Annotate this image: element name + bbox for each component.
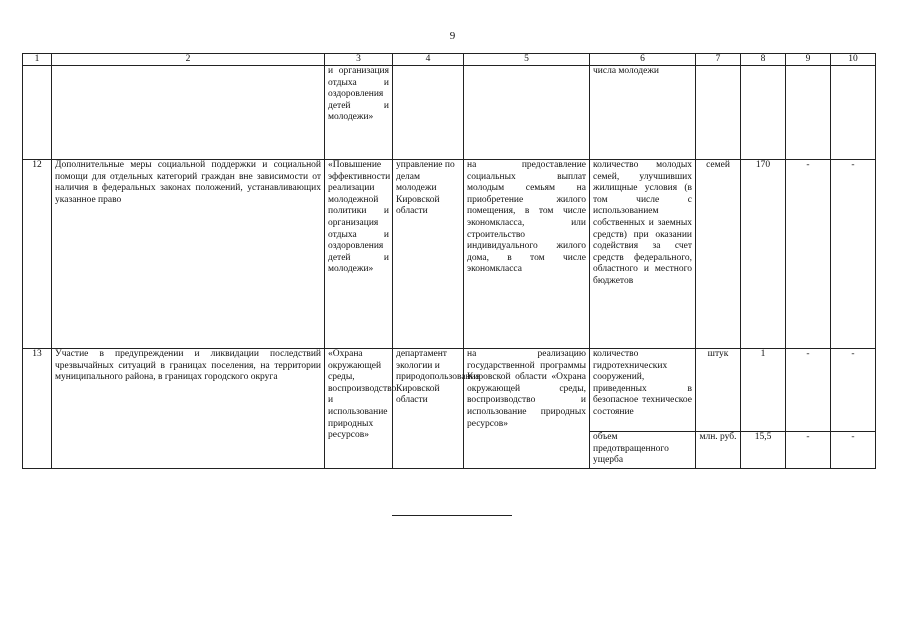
- table-row-12: [23, 160, 876, 349]
- table-cell: [831, 66, 876, 160]
- col10-cell: -: [831, 349, 876, 432]
- header-cell: 4: [393, 54, 464, 66]
- responsible-cell: управление по делам молодежи Кировской области: [393, 160, 464, 349]
- table-cell: [741, 66, 786, 160]
- header-cell: 10: [831, 54, 876, 66]
- indicator-cell: количество гидротехнических сооружений, приведенных в безопасное техническое состояние: [590, 349, 696, 432]
- page-number: 9: [449, 30, 456, 42]
- measure-name: Участие в предупреждении и ликвидации последствий чрезвычайных ситуаций в границах поселения, на территории муниципального района, в границах городского округа: [52, 349, 325, 469]
- unit-cell: млн. руб.: [696, 432, 741, 469]
- header-row: [23, 54, 876, 66]
- footer-rule: [392, 515, 512, 516]
- header-cell: 6: [590, 54, 696, 66]
- col9-cell: -: [786, 432, 831, 469]
- col10-cell: -: [831, 432, 876, 469]
- responsible-cell: департамент экологии и природопользования Кировской области: [393, 349, 464, 469]
- table-cell: [23, 66, 52, 160]
- header-cell: 5: [464, 54, 590, 66]
- row-number: 13: [23, 349, 52, 469]
- header-cell: 9: [786, 54, 831, 66]
- table-cell: [464, 66, 590, 160]
- header-cell: 3: [325, 54, 393, 66]
- purpose-cell: на реализацию государственной программы Кировской области «Охрана окружающей среды, воспроизводство и использование природных ресурсов»: [464, 349, 590, 469]
- row-number: 12: [23, 160, 52, 349]
- header-cell: 2: [52, 54, 325, 66]
- program-cell: «Повышение эффективности реализации молодежной политики и организация отдыха и оздоровления детей и молодежи»: [325, 160, 393, 349]
- value-cell: 15,5: [741, 432, 786, 469]
- purpose-cell: на предоставление социальных выплат молодым семьям на приобретение жилого помещения, в том числе экономкласса, или строительство индивидуального жилого дома, в том числе экономкласса: [464, 160, 590, 349]
- indicator-cell: объем предотвращенного ущерба: [590, 432, 696, 469]
- header-cell: 8: [741, 54, 786, 66]
- col10-cell: -: [831, 160, 876, 349]
- unit-cell: штук: [696, 349, 741, 432]
- indicator-cell: количество молодых семей, улучшивших жилищные условия (в том числе с использованием собственных и заемных средств) при оказании содействия за счет средств федерального, областного и местного бюджетов: [590, 160, 696, 349]
- col9-cell: -: [786, 160, 831, 349]
- table-cell: [786, 66, 831, 160]
- table-row-13: [23, 349, 876, 432]
- indicators-table: [22, 53, 876, 469]
- unit-cell: семей: [696, 160, 741, 349]
- value-cell: 1: [741, 349, 786, 432]
- indicator-cell: числа молодежи: [590, 66, 696, 160]
- table-cell: [52, 66, 325, 160]
- program-cell: «Охрана окружающей среды, воспроизводство и использование природных ресурсов»: [325, 349, 393, 469]
- continuation-row: [23, 66, 876, 160]
- value-cell: 170: [741, 160, 786, 349]
- table-cell: [696, 66, 741, 160]
- program-cell: и организация отдыха и оздоровления детей и молодежи»: [325, 66, 393, 160]
- header-cell: 7: [696, 54, 741, 66]
- header-cell: 1: [23, 54, 52, 66]
- col9-cell: -: [786, 349, 831, 432]
- table-cell: [393, 66, 464, 160]
- measure-name: Дополнительные меры социальной поддержки и социальной помощи для отдельных категорий граждан вне зависимости от наличия в федеральных законах положений, устанавливающих указанное право: [52, 160, 325, 349]
